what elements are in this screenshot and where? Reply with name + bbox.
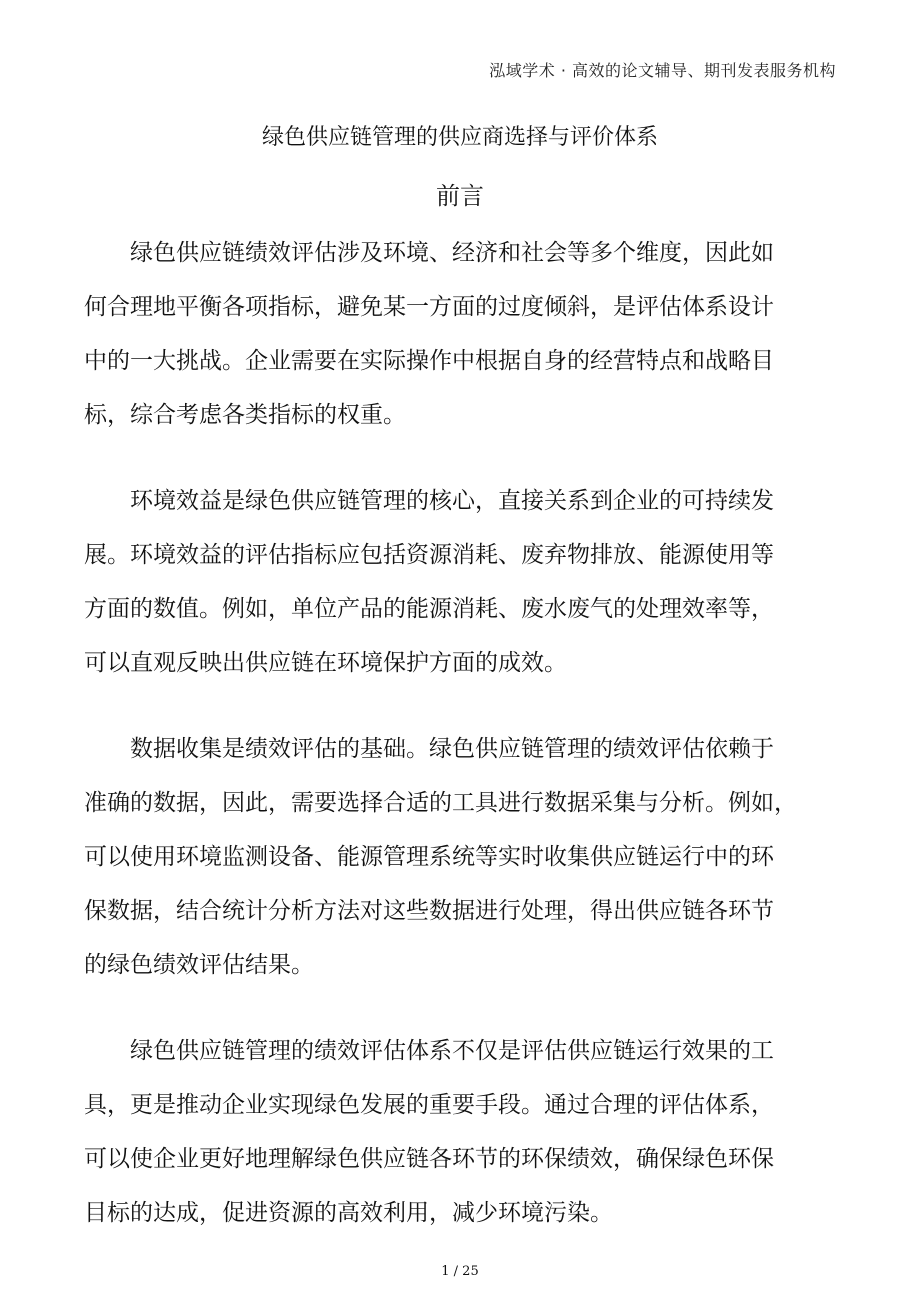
header-note: 泓域学术 · 高效的论文辅导、期刊发表服务机构 [489, 61, 836, 80]
section-heading: 前言 [436, 182, 484, 210]
text-line: 的绿色绩效评估结果。 [84, 952, 314, 978]
paragraph-1 [84, 230, 844, 446]
text-line: 数据收集是绩效评估的基础。绿色供应链管理的绩效评估依赖于 [130, 736, 774, 762]
text-line: 具，更是推动企业实现绿色发展的重要手段。通过合理的评估体系， [84, 1092, 774, 1118]
document-title: 绿色供应链管理的供应商选择与评价体系 [261, 125, 658, 150]
text-line: 绿色供应链绩效评估涉及环境、经济和社会等多个维度，因此如 [130, 240, 774, 266]
text-line: 保数据，结合统计分析方法对这些数据进行处理，得出供应链各环节 [84, 898, 774, 924]
document-body [84, 230, 844, 1276]
text-line: 中的一大挑战。企业需要在实际操作中根据自身的经营特点和战略目 [84, 348, 774, 374]
text-line: 何合理地平衡各项指标，避免某一方面的过度倾斜，是评估体系设计 [84, 294, 774, 320]
text-line: 可以直观反映出供应链在环境保护方面的成效。 [84, 650, 567, 676]
text-line: 标，综合考虑各类指标的权重。 [84, 402, 406, 428]
text-line: 方面的数值。例如，单位产品的能源消耗、废水废气的处理效率等， [84, 596, 774, 622]
text-line: 可以使企业更好地理解绿色供应链各环节的环保绩效，确保绿色环保 [84, 1146, 774, 1172]
paragraph-3 [84, 726, 844, 996]
paragraph-4 [84, 1028, 844, 1244]
text-line: 环境效益是绿色供应链管理的核心，直接关系到企业的可持续发 [130, 488, 774, 514]
page-number: 1 / 25 [441, 1264, 479, 1279]
text-line: 目标的达成，促进资源的高效利用，减少环境污染。 [84, 1200, 613, 1226]
text-line: 绿色供应链管理的绩效评估体系不仅是评估供应链运行效果的工 [130, 1038, 774, 1064]
text-line: 可以使用环境监测设备、能源管理系统等实时收集供应链运行中的环 [84, 844, 774, 870]
text-line: 准确的数据，因此，需要选择合适的工具进行数据采集与分析。例如， [84, 790, 797, 816]
paragraph-2 [84, 478, 844, 694]
text-line: 展。环境效益的评估指标应包括资源消耗、废弃物排放、能源使用等 [84, 542, 774, 568]
